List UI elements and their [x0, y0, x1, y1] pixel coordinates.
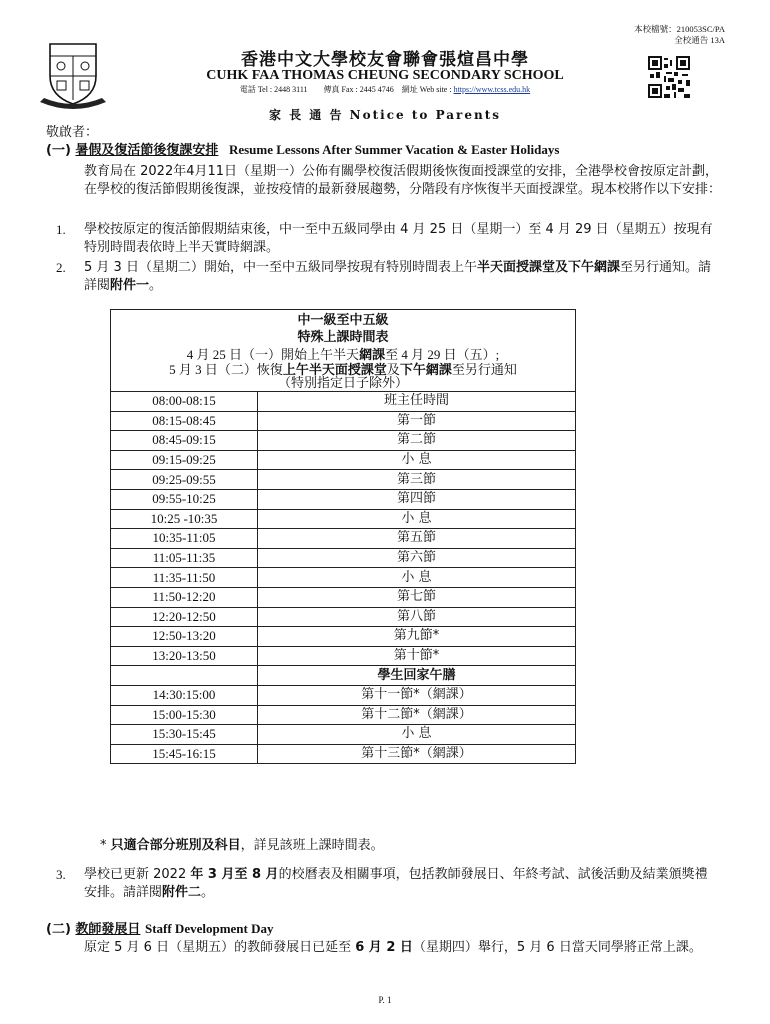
timetable-time: 10:35-11:05 — [111, 529, 258, 549]
timetable-time: 11:05-11:35 — [111, 548, 258, 568]
timetable-period: 小 息 — [258, 509, 576, 529]
timetable-row — [111, 587, 576, 607]
timetable-time: 09:15-09:25 — [111, 450, 258, 470]
timetable-row — [111, 607, 576, 627]
timetable-period: 第七節 — [258, 587, 576, 607]
timetable-time: 08:00-08:15 — [111, 392, 258, 412]
timetable-row — [111, 450, 576, 470]
timetable-time: 08:15-08:45 — [111, 411, 258, 431]
timetable-period: 第八節 — [258, 607, 576, 627]
timetable-row — [111, 411, 576, 431]
timetable-period: 第十二節*（網課） — [258, 705, 576, 725]
section-2-text: 原定 5 月 6 日（星期五）的教師發展日已延至 6 月 2 日（星期四）舉行，5 月 6 日當天同學將正常上課。 — [84, 940, 702, 955]
timetable-row — [111, 529, 576, 549]
section-2-heading: (二) 教師發展日 Staff Development Day — [46, 921, 274, 937]
timetable-period: 第五節 — [258, 529, 576, 549]
reference-number: 本校檔號：210053SC/PA 全校通告 13A — [634, 24, 725, 45]
timetable-period: 第三節 — [258, 470, 576, 490]
timetable-period: 第十三節*（網課） — [258, 744, 576, 764]
timetable-time: 10:25 -10:35 — [111, 509, 258, 529]
timetable-time: 15:30-15:45 — [111, 725, 258, 745]
timetable-period: 第十一節*（網課） — [258, 685, 576, 705]
timetable-time — [111, 666, 258, 686]
timetable-period: 小 息 — [258, 725, 576, 745]
timetable-row — [111, 646, 576, 666]
timetable-row — [111, 392, 576, 412]
timetable-row — [111, 705, 576, 725]
timetable-time: 11:35-11:50 — [111, 568, 258, 588]
section-1-item-3: 3. 學校已更新 2022 年 3 月至 8 月的校曆表及相關事項，包括教師發展日、年終考試、試後活動及結業頒獎禮安排。請詳閱附件二。 — [56, 867, 708, 900]
timetable-period: 小 息 — [258, 450, 576, 470]
timetable-row — [111, 666, 576, 686]
section-1-intro: 教育局在 2022年4月11日（星期一）公佈有關學校復活假期後恢復面授課堂的安排，全港學校會按原定計劃，在學校的復活節假期後復課，並按疫情的最新發展趨勢，分階段有序恢復半天面授課堂。現本校將作以下安排： — [84, 164, 722, 197]
timetable-footnote: * 只適合部分班別及科目，詳見該班上課時間表。 — [100, 838, 384, 853]
timetable-row — [111, 685, 576, 705]
school-name-english: CUHK FAA THOMAS CHEUNG SECONDARY SCHOOL — [206, 68, 564, 83]
timetable-header-row — [111, 310, 576, 392]
timetable-row — [111, 627, 576, 647]
timetable-row — [111, 548, 576, 568]
qr-code-icon — [648, 56, 690, 98]
timetable-row — [111, 470, 576, 490]
website-link[interactable]: https://www.tcss.edu.hk — [453, 85, 531, 94]
timetable-time: 15:00-15:30 — [111, 705, 258, 725]
timetable-time: 14:30:15:00 — [111, 685, 258, 705]
timetable-time: 09:55-10:25 — [111, 489, 258, 509]
timetable-period: 第四節 — [258, 489, 576, 509]
special-timetable — [110, 309, 576, 764]
salutation: 敬啟者： — [46, 125, 99, 140]
timetable-time: 12:20-12:50 — [111, 607, 258, 627]
timetable-time: 12:50-13:20 — [111, 627, 258, 647]
timetable-period: 第十節* — [258, 646, 576, 666]
timetable-period: 第九節* — [258, 627, 576, 647]
timetable-time: 09:25-09:55 — [111, 470, 258, 490]
notice-title: 家 長 通 告 Notice to Parents — [268, 108, 502, 122]
timetable-time: 13:20-13:50 — [111, 646, 258, 666]
timetable-period: 第六節 — [258, 548, 576, 568]
timetable-period: 學生回家午膳 — [258, 666, 576, 686]
section-1-item-2: 2. 5 月 3 日（星期二）開始，中一至中五級同學按現有特別時間表上午半天面授課堂及下午網課至另行通知。請詳閱附件一。 — [56, 260, 711, 293]
section-1-heading: (一) 暑假及復活節後復課安排 Resume Lessons After Summer Vacation & Easter Holidays — [46, 142, 560, 158]
timetable-row — [111, 725, 576, 745]
timetable-period: 第二節 — [258, 431, 576, 451]
section-1-item-1: 1. 學校按原定的復活節假期結束後，中一至中五級同學由 4 月 25 日（星期一）至 4 月 29 日（星期五）按現有特別時間表依時上半天實時網課。 — [56, 222, 713, 255]
timetable-row — [111, 568, 576, 588]
timetable-row — [111, 489, 576, 509]
timetable-row — [111, 431, 576, 451]
school-contact: 電話 Tel : 2448 3111 傳真 Fax : 2445 4746 網址 Web site : https://www.tcss.edu.hk — [239, 85, 531, 94]
timetable-time: 08:45-09:15 — [111, 431, 258, 451]
timetable-period: 小 息 — [258, 568, 576, 588]
page-number: P. 1 — [378, 995, 392, 1005]
timetable-row — [111, 509, 576, 529]
timetable-time: 11:50-12:20 — [111, 587, 258, 607]
school-name-chinese: 香港中文大學校友會聯會張煊昌中學 — [241, 50, 529, 70]
timetable-period: 第一節 — [258, 411, 576, 431]
timetable-header: 中一級至中五級 特殊上課時間表 4 月 25 日（一）開始上午半天網課至 4 月 29 日（五）; 5 月 3 日（二）恢復上午半天面授課堂及下午網課至另行通知 （特別指定日子除外） — [111, 310, 576, 392]
timetable-time: 15:45-16:15 — [111, 744, 258, 764]
timetable-row — [111, 744, 576, 764]
timetable-period: 班主任時間 — [258, 392, 576, 412]
